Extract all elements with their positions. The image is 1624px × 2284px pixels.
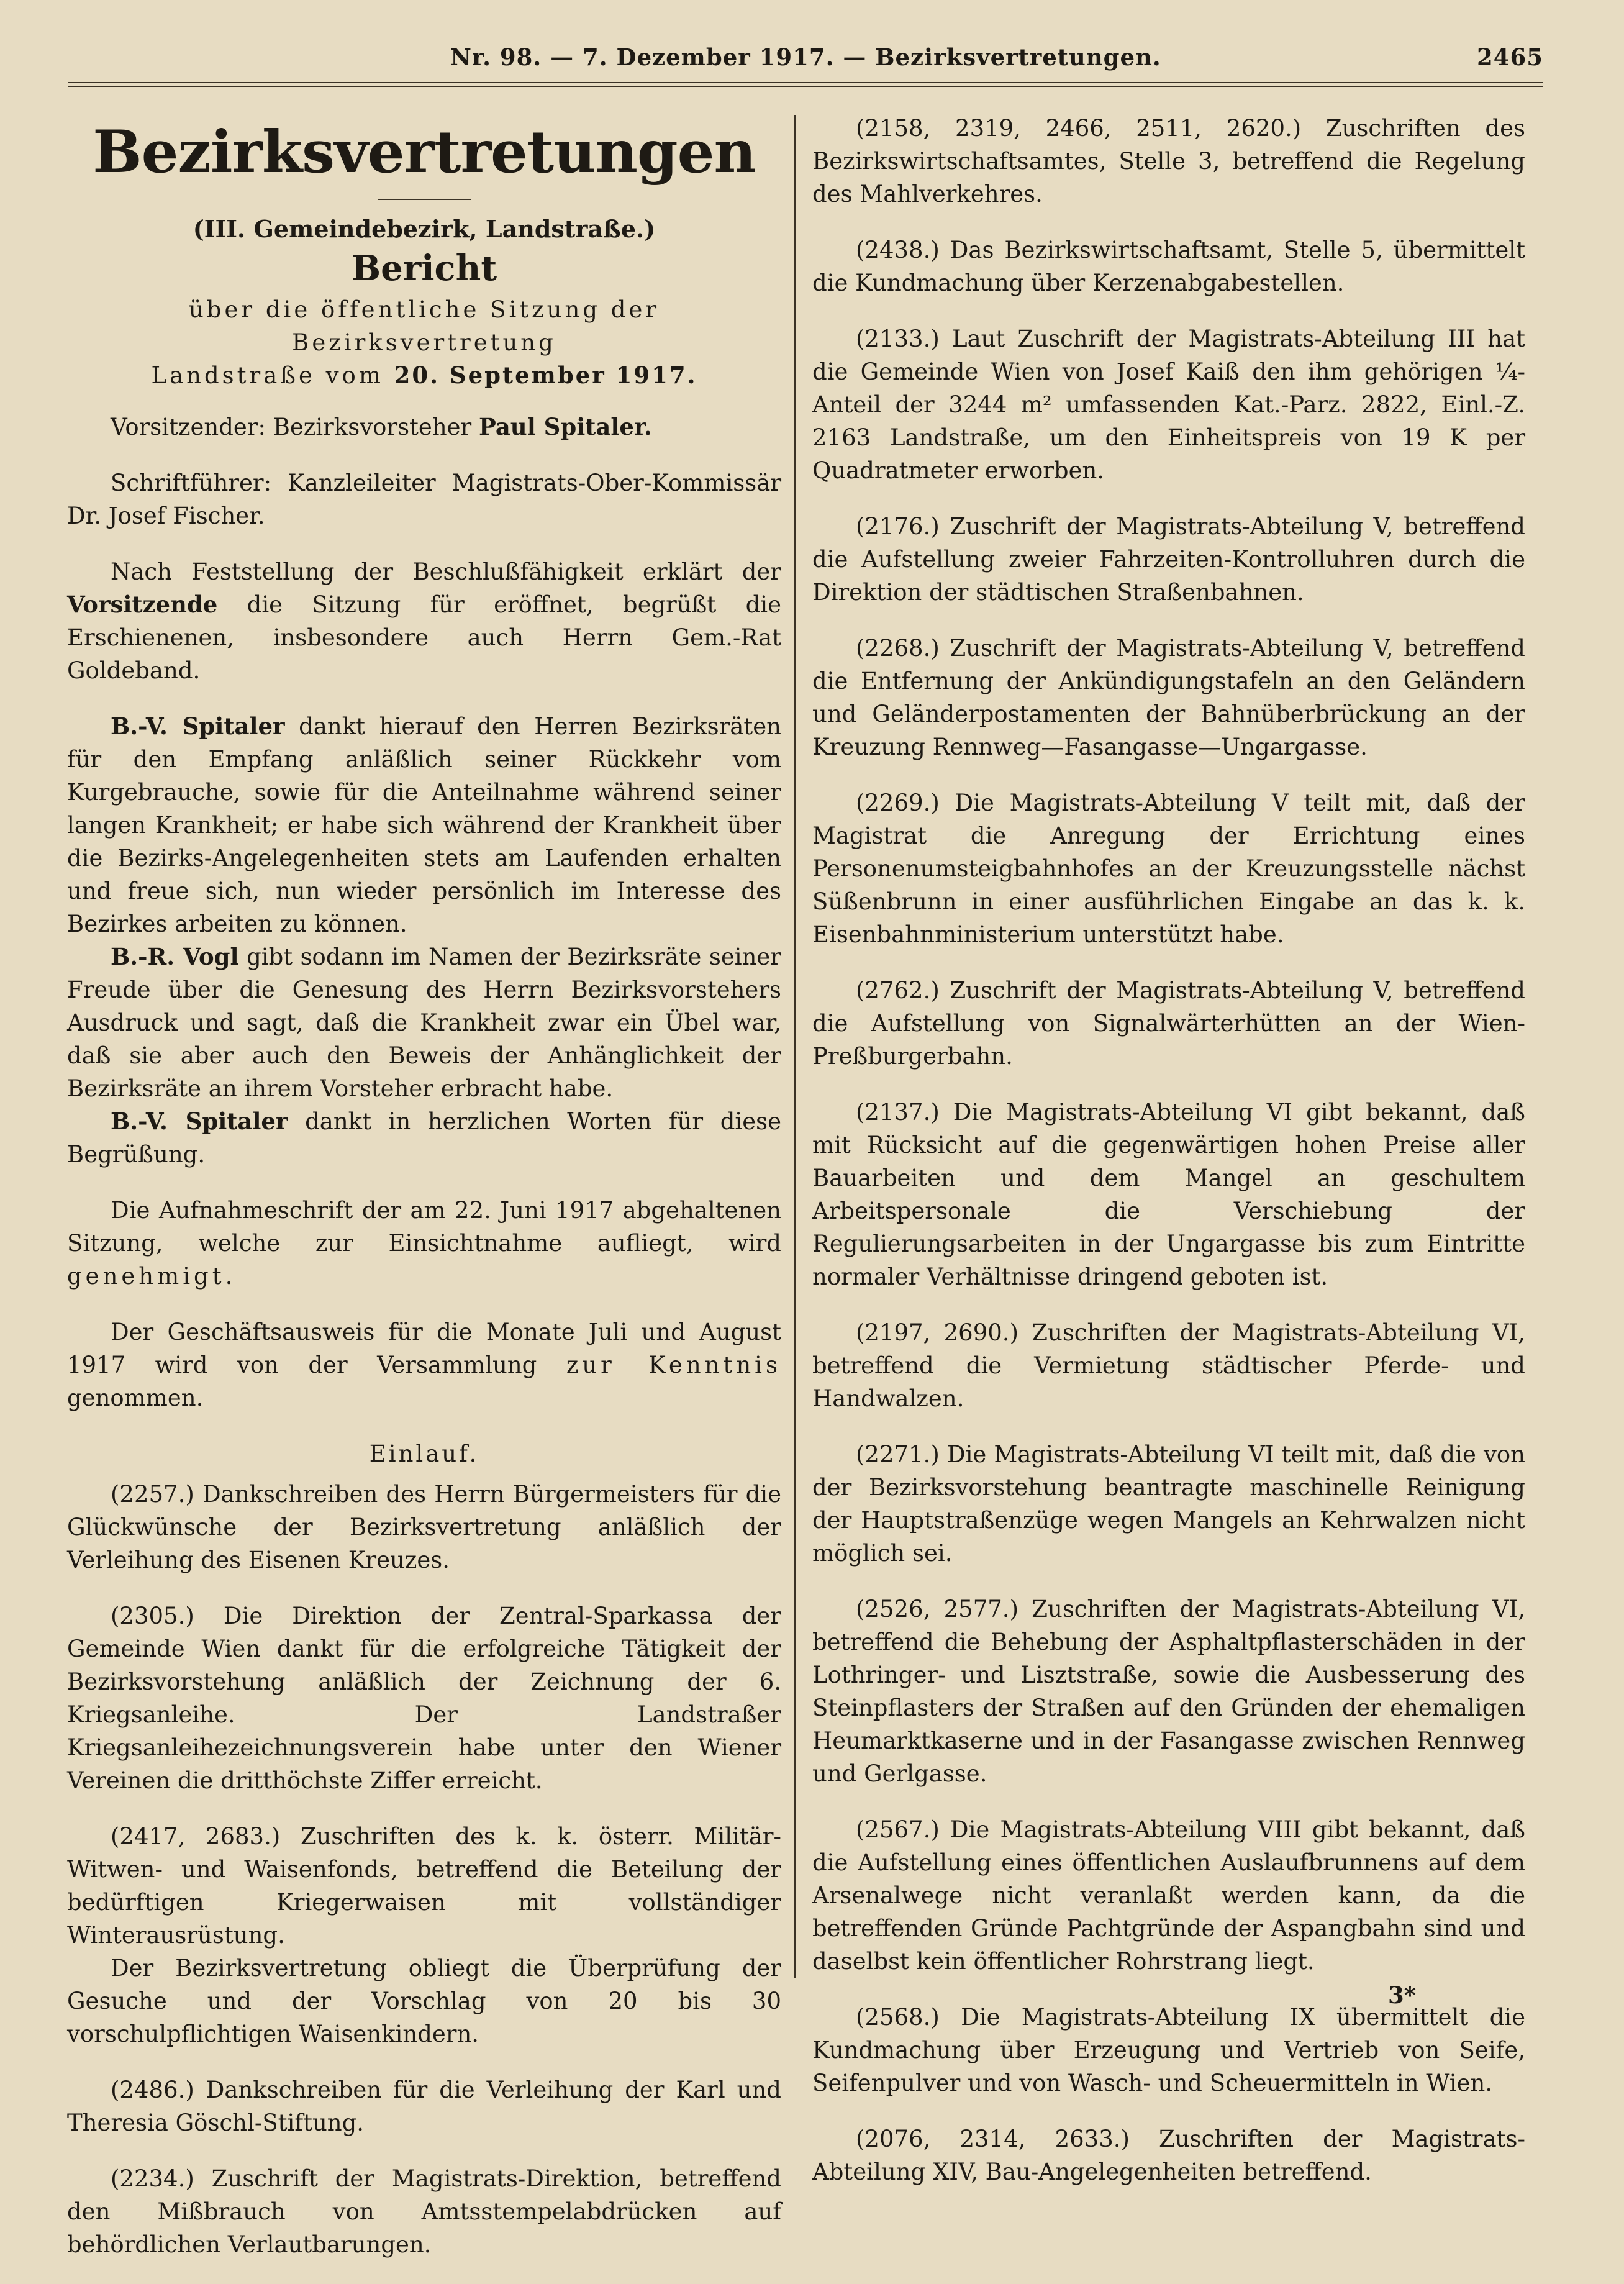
agenda-item: (2438.) Das Bezirkswirtschaftsamt, Stelle 5, übermittelt die Kundmachung über Kerzenabgabestellen.: [812, 237, 1525, 296]
agenda-item: (2567.) Die Magistrats-Abteilung VIII gibt bekannt, daß die Aufstellung eines öffentlichen Auslaufbrunnens auf dem Arsenalwege nicht veranlaßt werden kann, da die betreffenden Gründe Pachtgründe der Aspangbahn sind und daselbst kein öffentlicher Rohrstrang liegt.: [812, 1816, 1525, 1975]
agenda-item: (2197, 2690.) Zuschriften der Magistrats-Abteilung VI, betreffend die Vermietung städtischer Pferde- und Handwalzen.: [812, 1319, 1525, 1412]
chair-line: [67, 411, 781, 444]
agenda-item: (2417, 2683.) Zuschriften des k. k. österr. Militär-Witwen- und Waisenfonds, betreffend die Beteilung der bedürftigen Kriegerwaisen mit vollständiger Winterausrüstung.: [67, 1823, 781, 1949]
agenda-item: (2268.) Zuschrift der Magistrats-Abteilung V, betreffend die Entfernung der Ankündigungstafeln an den Geländern und Geländerpostamenten der Bahnüberbrückung an der Kreuzung Rennweg—Fasangasse—Ungargasse.: [812, 635, 1525, 760]
agenda-item: (2234.) Zuschrift der Magistrats-Direktion, betreffend den Mißbrauch von Amtsstempelabdrücken auf behördlichen Verlautbarungen.: [67, 2165, 781, 2258]
opening-paragraph: [67, 555, 781, 687]
agenda-item: (2526, 2577.) Zuschriften der Magistrats-Abteilung VI, betreffend die Behebung der Asphaltpflasterschäden in der Lothringer- und Lisztstraße, sowie die Ausbesserung des Steinpflasters der Straßen auf den Gründen der ehemaligen Heumarktkaserne und in der Fasangasse zwischen Rennweg und Gerlgasse.: [812, 1596, 1525, 1787]
right-column: [812, 112, 1525, 2211]
secretary-line: Schriftführer: Kanzleileiter Magistrats-Ober-Kommissär Dr. Josef Fischer.: [67, 470, 781, 529]
agenda-item: (2762.) Zuschrift der Magistrats-Abteilung V, betreffend die Aufstellung von Signalwärterhütten an der Wien-Preßburgerbahn.: [812, 977, 1525, 1070]
business-report: [67, 1316, 781, 1414]
speaker-name: B.-V. Spitaler: [111, 712, 285, 740]
agenda-item: (2133.) Laut Zuschrift der Magistrats-Abteilung III hat die Gemeinde Wien von Josef Kaiß den ihm gehörigen ¼-Anteil der 3244 m² umfassenden Kat.-Parz. 2822, Einl.-Z. 2163 Landstraße, um den Einheitspreis von 19 K per Quadratmeter erworben.: [812, 325, 1525, 484]
page-header: [68, 37, 1543, 87]
chair-name: Paul Spitaler.: [479, 413, 652, 440]
acknowledgement-phrase: zur Kenntnis: [566, 1352, 781, 1378]
signature-mark: 3*: [1388, 1981, 1417, 2009]
agenda-item-continuation: Der Bezirksvertretung obliegt die Überprüfung der Gesuche und der Vorschlag von 20 bis 30 vorschulpflichtigen Waisenkindern.: [67, 1955, 781, 2047]
running-title: Nr. 98. — 7. Dezember 1917. — Bezirksvertretungen.: [450, 43, 1161, 71]
report-heading: Bericht: [351, 248, 497, 289]
district-heading: (III. Gemeindebezirk, Landstraße.): [193, 215, 656, 243]
speech-spitaler-1: [67, 710, 781, 940]
agenda-item: (2158, 2319, 2466, 2511, 2620.) Zuschriften des Bezirkswirtschaftsamtes, Stelle 3, betreffend die Regelung des Mahlverkehres.: [812, 115, 1525, 207]
business-text-2: genommen.: [67, 1385, 204, 1411]
agenda-item: (2257.) Dankschreiben des Herrn Bürgermeisters für die Glückwünsche der Bezirksvertretung anläßlich der Verleihung des Eisenen Kreuzes.: [67, 1481, 781, 1573]
intro-line-2-text: Landstraße vom: [151, 362, 384, 389]
chair-label: Vorsitzender: Bezirksvorsteher: [111, 414, 472, 440]
agenda-item: (2568.) Die Magistrats-Abteilung IX übermittelt die Kundmachung über Erzeugung und Vertrieb von Seife, Seifenpulver und von Wasch- und Scheuermitteln in Wien.: [812, 2004, 1525, 2096]
agenda-item: (2271.) Die Magistrats-Abteilung VI teilt mit, daß die von der Bezirksvorstehung beantragte maschinelle Reinigung der Hauptstraßenzüge wegen Mangels an Kehrwalzen nicht möglich sei.: [812, 1441, 1525, 1567]
speech-text: gibt sodann im Namen der Bezirksräte seiner Freude über die Genesung des Herrn Bezirksvorstehers Ausdruck und sagt, daß die Krankheit zwar ein Übel war, daß sie aber auch den Beweis der Anhänglichkeit der Bezirksräte an ihrem Vorsteher erbracht habe.: [67, 944, 781, 1102]
opening-text-2: die Sitzung für eröffnet, begrüßt die Erschienenen, insbesondere auch Herrn Gem.-Rat Goldeband.: [67, 591, 781, 684]
speech-text: dankt in herzlichen Worten für diese Begrüßung.: [67, 1108, 782, 1168]
session-intro: [67, 293, 781, 392]
header-rule: [68, 82, 1543, 87]
speaker-name: B.-V. Spitaler: [111, 1108, 288, 1135]
minutes-approval: [67, 1194, 781, 1293]
page-number: 2465: [1477, 43, 1543, 71]
title-rule: [378, 199, 471, 200]
chair-role: Vorsitzende: [67, 591, 218, 618]
section-title: Bezirksvertretungen: [93, 118, 756, 186]
speech-text: dankt hierauf den Herren Bezirksräten für den Empfang anläßlich seiner Rückkehr vom Kurgebrauche, sowie für die Anteilnahme während seiner langen Krankheit; er habe sich während der Krankheit über die Bezirks-Angelegenheiten stets am Laufenden erhalten und freue sich, nun wieder persönlich im Interesse des Bezirkes arbeiten zu können.: [67, 713, 781, 937]
business-text-1: Der Geschäftsausweis für die Monate Juli und August 1917 wird von der Versammlung: [67, 1319, 781, 1378]
einlauf-heading: Einlauf.: [369, 1440, 479, 1467]
column-divider: [794, 115, 796, 1978]
intro-line-1: über die öffentliche Sitzung der Bezirksvertretung: [188, 296, 660, 356]
minutes-text: Die Aufnahmeschrift der am 22. Juni 1917 abgehaltenen Sitzung, welche zur Einsichtnahme aufliegt, wird: [67, 1197, 781, 1257]
agenda-item: (2076, 2314, 2633.) Zuschriften der Magistrats-Abteilung XIV, Bau-Angelegenheiten betreffend.: [812, 2126, 1525, 2185]
intro-line-2: [67, 359, 781, 392]
agenda-item: (2137.) Die Magistrats-Abteilung VI gibt bekannt, daß mit Rücksicht auf die gegenwärtigen hohen Preise aller Bauarbeiten und dem Mangel an geschultem Arbeitspersonale die Verschiebung der Regulierungsarbeiten in der Ungargasse bis zum Eintritte normaler Verhältnisse dringend geboten ist.: [812, 1099, 1525, 1290]
agenda-item: (2305.) Die Direktion der Zentral-Sparkassa der Gemeinde Wien dankt für die erfolgreiche Tätigkeit der Bezirksvorstehung anläßlich der Zeichnung der 6. Kriegsanleihe. Der Landstraßer Kriegsanleihezeichnungsverein habe unter den Wiener Vereinen die dritthöchste Ziffer erreicht.: [67, 1603, 781, 1794]
agenda-item: (2486.) Dankschreiben für die Verleihung der Karl und Theresia Göschl-Stiftung.: [67, 2077, 781, 2136]
speech-spitaler-2: [67, 1105, 781, 1171]
session-date: 20. September 1917.: [394, 362, 697, 389]
speaker-name: B.-R. Vogl: [111, 943, 239, 970]
approval-word: genehmigt.: [67, 1263, 237, 1290]
left-column: [67, 112, 781, 2284]
opening-text-1: Nach Feststellung der Beschlußfähigkeit erklärt der: [111, 558, 781, 585]
agenda-item: (2176.) Zuschrift der Magistrats-Abteilung V, betreffend die Aufstellung zweier Fahrzeiten-Kontrolluhren durch die Direktion der städtischen Straßenbahnen.: [812, 513, 1525, 606]
speech-vogl: [67, 940, 781, 1105]
agenda-item: (2269.) Die Magistrats-Abteilung V teilt mit, daß der Magistrat die Anregung der Errichtung eines Personenumsteigbahnhofes an der Kreuzungsstelle nächst Süßenbrunn in einer ausführlichen Eingabe an das k. k. Eisenbahnministerium unterstützt habe.: [812, 789, 1525, 948]
